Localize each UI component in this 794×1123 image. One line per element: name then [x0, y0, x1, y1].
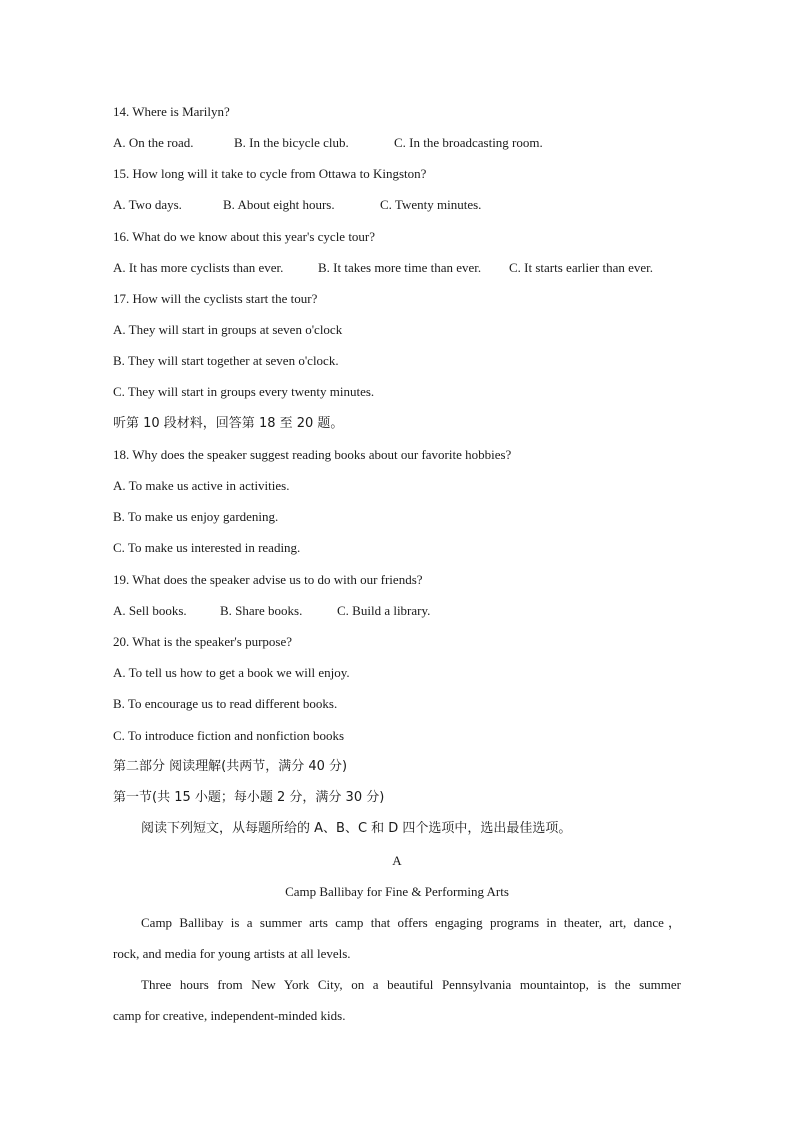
question-20: 20. What is the speaker's purpose?	[113, 634, 292, 649]
question-19: 19. What does the speaker advise us to do with our friends?	[113, 572, 423, 587]
question-17-option-a: A. They will start in groups at seven o'clock	[113, 322, 343, 337]
question-17-option-b: B. They will start together at seven o'clock.	[113, 353, 339, 368]
question-18: 18. Why does the speaker suggest reading books about our favorite hobbies?	[113, 447, 512, 462]
option-a: A. On the road.	[113, 135, 194, 150]
option-b: B. Share books.	[220, 603, 303, 618]
paragraph-2-line-2: camp for creative, independent-minded kids.	[113, 1008, 346, 1023]
option-c: C. It starts earlier than ever.	[509, 260, 654, 275]
question-20-option-c: C. To introduce fiction and nonfiction books	[113, 728, 345, 743]
question-14: 14. Where is Marilyn?	[113, 104, 230, 119]
passage-title: Camp Ballibay for Fine & Performing Arts	[285, 884, 509, 899]
option-c: C. Twenty minutes.	[380, 197, 482, 212]
question-18-option-a: A. To make us active in activities.	[113, 478, 290, 493]
question-18-option-b: B. To make us enjoy gardening.	[113, 509, 279, 524]
question-19-options	[113, 603, 430, 619]
option-b: B. It takes more time than ever.	[318, 260, 482, 275]
option-a: A. Two days.	[113, 197, 182, 212]
question-15-options	[113, 197, 481, 213]
reading-instruction: 阅读下列短文，从每题所给的 A、B、C 和 D 四个选项中，选出最佳选项。	[141, 821, 572, 836]
passage-letter: A	[392, 853, 402, 868]
option-c: C. In the broadcasting room.	[394, 135, 543, 150]
section-one-title: 第一节(共 15 小题；每小题 2 分，满分 30 分)	[113, 790, 385, 805]
question-14-options	[113, 135, 543, 151]
question-15: 15. How long will it take to cycle from Ottawa to Kingston?	[113, 166, 427, 181]
paragraph-1-line-1: Camp Ballibay is a summer arts camp that offers engaging programs in theater, art, dance，	[141, 915, 681, 930]
paragraph-2-line-1: Three hours from New York City, on a beautiful Pennsylvania mountaintop, is the summer	[141, 977, 681, 992]
option-c: C. Build a library.	[337, 603, 431, 618]
question-20-option-a: A. To tell us how to get a book we will enjoy.	[113, 665, 350, 680]
option-a: A. Sell books.	[113, 603, 187, 618]
question-17: 17. How will the cyclists start the tour?	[113, 291, 318, 306]
option-b: B. About eight hours.	[223, 197, 335, 212]
question-18-option-c: C. To make us interested in reading.	[113, 540, 301, 555]
option-b: B. In the bicycle club.	[234, 135, 349, 150]
question-20-option-b: B. To encourage us to read different books.	[113, 696, 338, 711]
part-two-title: 第二部分 阅读理解(共两节，满分 40 分)	[113, 759, 348, 774]
paragraph-1-line-2: rock, and media for young artists at all levels.	[113, 946, 351, 961]
question-16-options	[113, 260, 653, 276]
section-10-instruction: 听第 10 段材料，回答第 18 至 20 题。	[113, 416, 344, 431]
question-16: 16. What do we know about this year's cycle tour?	[113, 229, 376, 244]
question-17-option-c: C. They will start in groups every twenty minutes.	[113, 384, 375, 399]
option-a: A. It has more cyclists than ever.	[113, 260, 284, 275]
